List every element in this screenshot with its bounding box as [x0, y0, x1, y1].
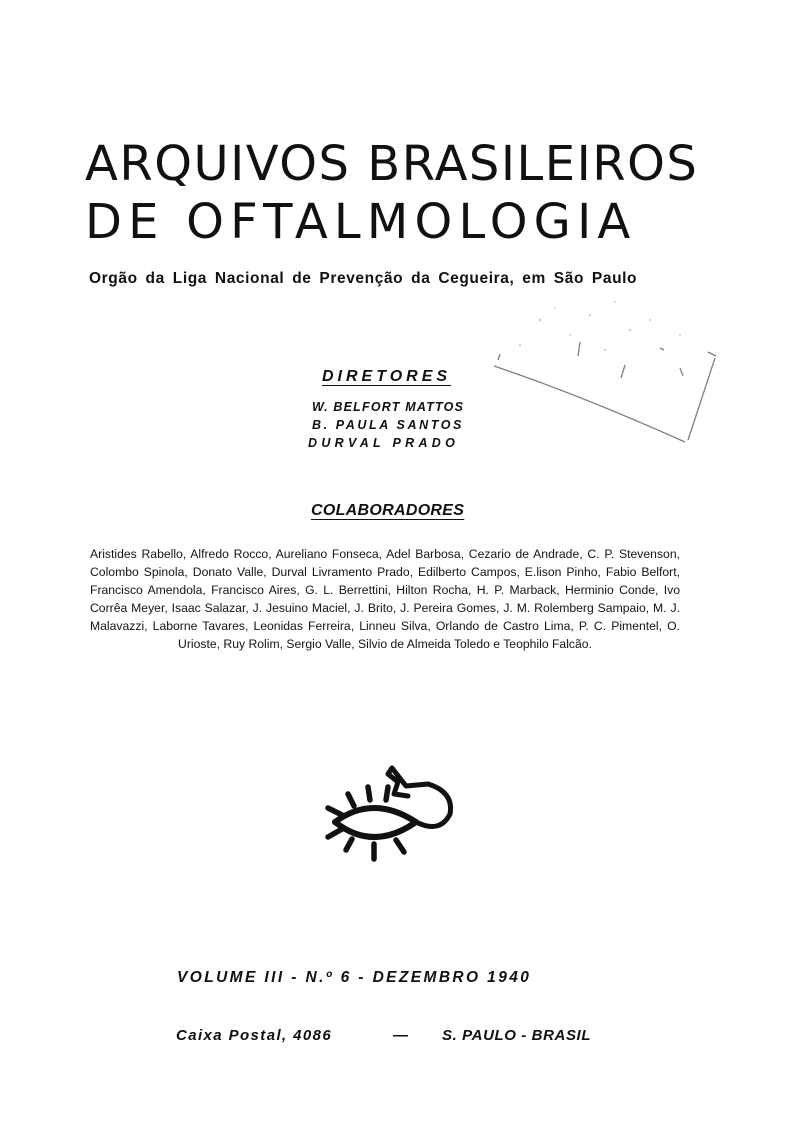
journal-subtitle: Orgão da Liga Nacional de Prevenção da Cegueira, em São Paulo [89, 270, 638, 287]
eye-emblem-icon [318, 760, 458, 870]
directors-heading: DIRETORES [322, 368, 452, 385]
journal-title-line-1: ARQUIVOS BRASILEIROS [85, 136, 699, 192]
faded-stamp-mark [480, 290, 720, 450]
director-name: DURVAL PRADO [308, 436, 460, 450]
city-country: S. PAULO - BRASIL [442, 1027, 592, 1044]
collaborators-heading: COLABORADORES [311, 502, 465, 519]
issue-volume-line: VOLUME III - N.º 6 - DEZEMBRO 1940 [177, 969, 532, 986]
journal-title-line-2: DE OFTALMOLOGIA [85, 194, 637, 250]
footer-dash: — [393, 1027, 408, 1044]
collaborators-list: Aristides Rabello, Alfredo Rocco, Aureliano Fonseca, Adel Barbosa, Cezario de Andrade, C. P. Stevenson, Colombo Spinola, Donato Valle, Durval Livramento Prado, Edilberto Campos, E.lison Pinho, Fabio Belfort, Francisco Amendola, Francisco Aires, G. L. Berrettini, Hilton Rocha, H. P. Marback, Herminio Conde, Ivo Corrêa Meyer, Isaac Salazar, J. Jesuino Maciel, J. Brito, J. Pereira Gomes, J. M. Rolemberg Sampaio, M. J. Malavazzi, Laborne Tavares, Leonidas Ferreira, Linneu Silva, Orlando de Castro Lima, P. C. Pimentel, O. Urioste, Ruy Rolim, Sergio Valle, Silvio de Almeida Toledo e Teophilo Falcão. [90, 547, 680, 651]
director-name: B. PAULA SANTOS [312, 418, 464, 432]
director-name: W. BELFORT MATTOS [312, 400, 465, 414]
postal-box: Caixa Postal, 4086 [176, 1027, 333, 1044]
